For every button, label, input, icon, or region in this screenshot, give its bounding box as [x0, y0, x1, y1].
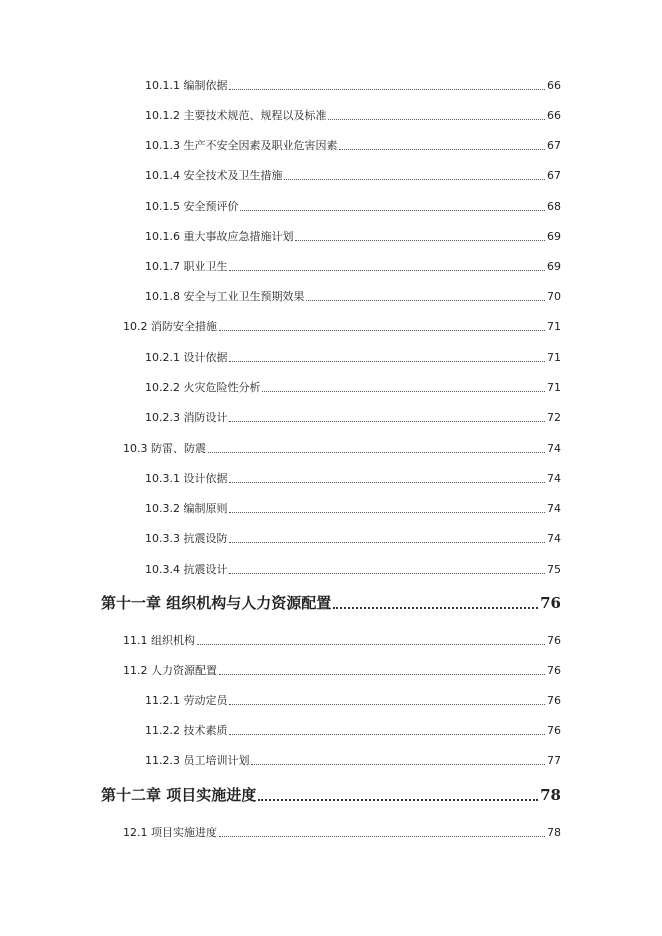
dot-leader — [258, 799, 538, 801]
toc-entry-label: 第十二章 项目实施进度 — [101, 786, 257, 804]
toc-entry[interactable] — [145, 200, 561, 214]
toc-entry-page: 76 — [547, 634, 561, 647]
toc-entry-page: 70 — [547, 290, 561, 303]
toc-entry-label: 10.1.8 安全与工业卫生预期效果 — [145, 290, 305, 303]
toc-entry[interactable] — [123, 634, 561, 648]
dot-leader — [229, 89, 545, 90]
toc-entry[interactable] — [123, 442, 561, 456]
toc-entry[interactable] — [145, 351, 561, 365]
toc-entry-label: 10.1.4 安全技术及卫生措施 — [145, 169, 283, 182]
toc-entry-label: 11.2 人力资源配置 — [123, 664, 217, 677]
toc-entry-label: 10.1.2 主要技术规范、规程以及标准 — [145, 109, 327, 122]
toc-entry-label: 10.2 消防安全措施 — [123, 320, 217, 333]
dot-leader — [229, 482, 545, 483]
toc-entry[interactable] — [123, 320, 561, 334]
toc-entry-page: 76 — [547, 664, 561, 677]
toc-entry-label: 10.3.1 设计依据 — [145, 472, 228, 485]
toc-entry-page: 74 — [547, 472, 561, 485]
toc-entry[interactable] — [145, 754, 561, 768]
toc-entry[interactable] — [145, 502, 561, 516]
toc-entry[interactable] — [145, 79, 561, 93]
toc-entry[interactable] — [145, 139, 561, 153]
toc-entry-page: 78 — [547, 826, 561, 839]
toc-entry-page: 69 — [547, 260, 561, 273]
toc-entry[interactable] — [145, 169, 561, 183]
toc-entry[interactable] — [123, 664, 561, 678]
toc-entry-label: 11.2.3 员工培训计划 — [145, 754, 250, 767]
toc-entry-label: 10.1.3 生产不安全因素及职业危害因素 — [145, 139, 338, 152]
toc-chapter-entry[interactable] — [101, 785, 561, 805]
toc-entry-page: 76 — [547, 724, 561, 737]
dot-leader — [219, 330, 545, 331]
toc-entry-page: 67 — [547, 139, 561, 152]
toc-entry-page: 72 — [547, 411, 561, 424]
toc-entry-page: 78 — [540, 786, 561, 804]
toc-entry-page: 74 — [547, 502, 561, 515]
dot-leader — [284, 179, 545, 180]
toc-entry[interactable] — [145, 563, 561, 577]
toc-entry-label: 12.1 项目实施进度 — [123, 826, 217, 839]
dot-leader — [328, 119, 545, 120]
toc-entry-label: 10.2.1 设计依据 — [145, 351, 228, 364]
toc-entry-page: 76 — [540, 594, 561, 612]
toc-entry-label: 第十一章 组织机构与人力资源配置 — [101, 594, 332, 612]
toc-entry-label: 10.3.4 抗震设计 — [145, 563, 228, 576]
toc-entry-page: 71 — [547, 351, 561, 364]
dot-leader — [197, 644, 545, 645]
toc-entry-page: 71 — [547, 381, 561, 394]
toc-entry-page: 68 — [547, 200, 561, 213]
toc-entry-label: 11.2.1 劳动定员 — [145, 694, 228, 707]
toc-entry-label: 10.1.6 重大事故应急措施计划 — [145, 230, 294, 243]
toc-entry-page: 75 — [547, 563, 561, 576]
toc-entry-page: 74 — [547, 442, 561, 455]
toc-entry-label: 11.2.2 技术素质 — [145, 724, 228, 737]
toc-entry[interactable] — [145, 724, 561, 738]
toc-entry[interactable] — [123, 826, 561, 840]
dot-leader — [229, 734, 545, 735]
dot-leader — [251, 764, 545, 765]
dot-leader — [229, 421, 545, 422]
dot-leader — [229, 361, 545, 362]
dot-leader — [229, 704, 545, 705]
toc-chapter-entry[interactable] — [101, 593, 561, 613]
toc-entry-label: 10.1.7 职业卫生 — [145, 260, 228, 273]
dot-leader — [295, 240, 545, 241]
toc-entry[interactable] — [145, 260, 561, 274]
toc-entry-page: 69 — [547, 230, 561, 243]
dot-leader — [229, 512, 545, 513]
toc-entry-label: 10.2.2 火灾危险性分析 — [145, 381, 261, 394]
toc-entry[interactable] — [145, 290, 561, 304]
toc-entry-label: 10.1.1 编制依据 — [145, 79, 228, 92]
toc-entry-label: 11.1 组织机构 — [123, 634, 195, 647]
dot-leader — [219, 674, 545, 675]
toc-entry[interactable] — [145, 694, 561, 708]
toc-entry-page: 66 — [547, 109, 561, 122]
toc-entry[interactable] — [145, 472, 561, 486]
dot-leader — [229, 542, 545, 543]
toc-entry[interactable] — [145, 532, 561, 546]
toc-entry-page: 66 — [547, 79, 561, 92]
toc-entry-page: 67 — [547, 169, 561, 182]
dot-leader — [208, 452, 545, 453]
dot-leader — [339, 149, 545, 150]
dot-leader — [229, 573, 545, 574]
toc-entry-page: 77 — [547, 754, 561, 767]
toc-entry[interactable] — [145, 411, 561, 425]
toc-entry-label: 10.1.5 安全预评价 — [145, 200, 239, 213]
toc-entry-label: 10.2.3 消防设计 — [145, 411, 228, 424]
toc-entry-label: 10.3 防雷、防震 — [123, 442, 206, 455]
dot-leader — [262, 391, 545, 392]
toc-entry[interactable] — [145, 381, 561, 395]
toc-entry[interactable] — [145, 109, 561, 123]
toc-entry-page: 76 — [547, 694, 561, 707]
dot-leader — [333, 607, 538, 609]
dot-leader — [240, 210, 545, 211]
toc-entry-label: 10.3.2 编制原则 — [145, 502, 228, 515]
dot-leader — [229, 270, 545, 271]
toc-entry-page: 71 — [547, 320, 561, 333]
dot-leader — [219, 836, 545, 837]
toc-entry-page: 74 — [547, 532, 561, 545]
toc-entry-label: 10.3.3 抗震设防 — [145, 532, 228, 545]
toc-entry[interactable] — [145, 230, 561, 244]
dot-leader — [306, 300, 545, 301]
